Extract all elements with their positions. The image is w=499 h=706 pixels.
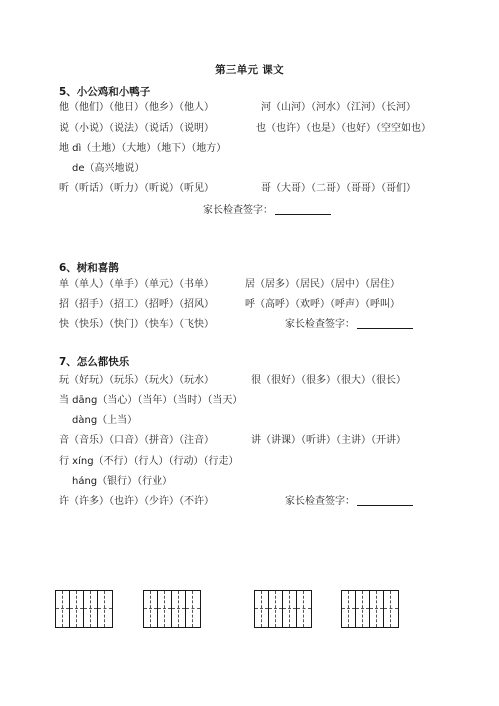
- vocab-line: [59, 434, 459, 448]
- grid-cell[interactable]: [283, 591, 297, 627]
- grid-cell[interactable]: [158, 591, 172, 627]
- vocab-line: [59, 318, 214, 332]
- vocab-right: 很（很好）（很多）（很大）（很长）: [251, 375, 406, 386]
- page-title: 第三单元 课文: [215, 64, 284, 76]
- signature-blank[interactable]: [357, 327, 413, 329]
- vocab-line: [59, 495, 214, 509]
- vocab-line: [59, 298, 459, 312]
- signature-label: 家长检查签字：: [203, 205, 273, 216]
- vocab-right: 呼（高呼）（欢呼）（呼声）（呼叫）: [245, 299, 400, 310]
- writing-grid[interactable]: [254, 590, 312, 628]
- vocab-left: 单（单人）（单手）（单元）（书单）: [59, 279, 214, 290]
- vocab-left: de（高兴地说）: [72, 163, 145, 174]
- vocab-right: 哥（大哥）（二哥）（哥哥）（哥们）: [261, 183, 416, 194]
- vocab-line: [72, 162, 145, 176]
- vocab-left: 听（听话）（听力）（听说）（听见）: [59, 183, 214, 194]
- vocab-right: 居（居多）（居民）（居中）（居住）: [245, 279, 400, 290]
- writing-grid[interactable]: [143, 590, 201, 628]
- vocab-left: 地 dì（土地）（大地）（地下）（地方）: [59, 143, 227, 154]
- vocab-left: 许（许多）（也许）（少许）（不许）: [59, 496, 214, 507]
- parent-signature: [285, 318, 413, 332]
- vocab-line: [59, 278, 459, 292]
- writing-grid[interactable]: [55, 590, 113, 628]
- section-heading: 5、小公鸡和小鸭子: [59, 86, 151, 98]
- grid-cell[interactable]: [255, 591, 269, 627]
- vocab-line: [59, 182, 459, 196]
- grid-cell[interactable]: [269, 591, 283, 627]
- vocab-line: [72, 475, 172, 489]
- vocab-line: [59, 101, 459, 115]
- signature-blank[interactable]: [275, 213, 331, 215]
- signature-label: 家长检查签字：: [285, 319, 355, 330]
- signature-label: 家长检查签字：: [285, 496, 355, 507]
- vocab-line: [59, 122, 479, 136]
- parent-signature: [203, 204, 331, 218]
- parent-signature: [285, 495, 413, 509]
- vocab-line: [59, 394, 242, 408]
- grid-cell[interactable]: [98, 591, 112, 627]
- vocab-left: 他（他们）（他日）（他乡）（他人）: [59, 102, 214, 113]
- section-heading: 7、怎么都快乐: [59, 356, 130, 368]
- signature-blank[interactable]: [357, 504, 413, 506]
- grid-cell[interactable]: [172, 591, 186, 627]
- grid-cell[interactable]: [297, 591, 311, 627]
- grid-cell[interactable]: [342, 591, 356, 627]
- grid-cell[interactable]: [356, 591, 370, 627]
- grid-cell[interactable]: [384, 591, 398, 627]
- vocab-left: 音（音乐）（口音）（拼音）（注音）: [59, 435, 214, 446]
- vocab-left: dàng（上当）: [72, 415, 138, 426]
- vocab-left: 玩（好玩）（玩乐）（玩火）（玩水）: [59, 375, 214, 386]
- grid-cell[interactable]: [56, 591, 70, 627]
- vocab-right: 讲（讲课）（听讲）（主讲）（开讲）: [251, 435, 406, 446]
- vocab-left: 说（小说）（说法）（说话）（说明）: [59, 123, 214, 134]
- vocab-left: háng（银行）（行业）: [72, 476, 173, 487]
- vocab-left: 招（招手）（招工）（招呼）（招风）: [59, 299, 214, 310]
- vocab-line: [72, 414, 137, 428]
- vocab-right: 也（也许）（也是）（也好）（空空如也）: [256, 123, 431, 134]
- section-heading: 6、树和喜鹊: [59, 262, 119, 274]
- grid-cell[interactable]: [84, 591, 98, 627]
- vocab-line: [59, 374, 459, 388]
- vocab-left: 当 dāng（当心）（当年）（当时）（当天）: [59, 395, 243, 406]
- vocab-left: 行 xíng（不行）（行人）（行动）（行走）: [59, 456, 239, 467]
- grid-cell[interactable]: [370, 591, 384, 627]
- vocab-right: 河（山河）（河水）（江河）（长河）: [261, 102, 416, 113]
- vocab-line: [59, 455, 239, 469]
- vocab-line: [59, 142, 226, 156]
- vocab-left: 快（快乐）（快门）（快车）（飞快）: [59, 319, 214, 330]
- grid-cell[interactable]: [144, 591, 158, 627]
- writing-grid[interactable]: [341, 590, 399, 628]
- grid-cell[interactable]: [186, 591, 200, 627]
- grid-cell[interactable]: [70, 591, 84, 627]
